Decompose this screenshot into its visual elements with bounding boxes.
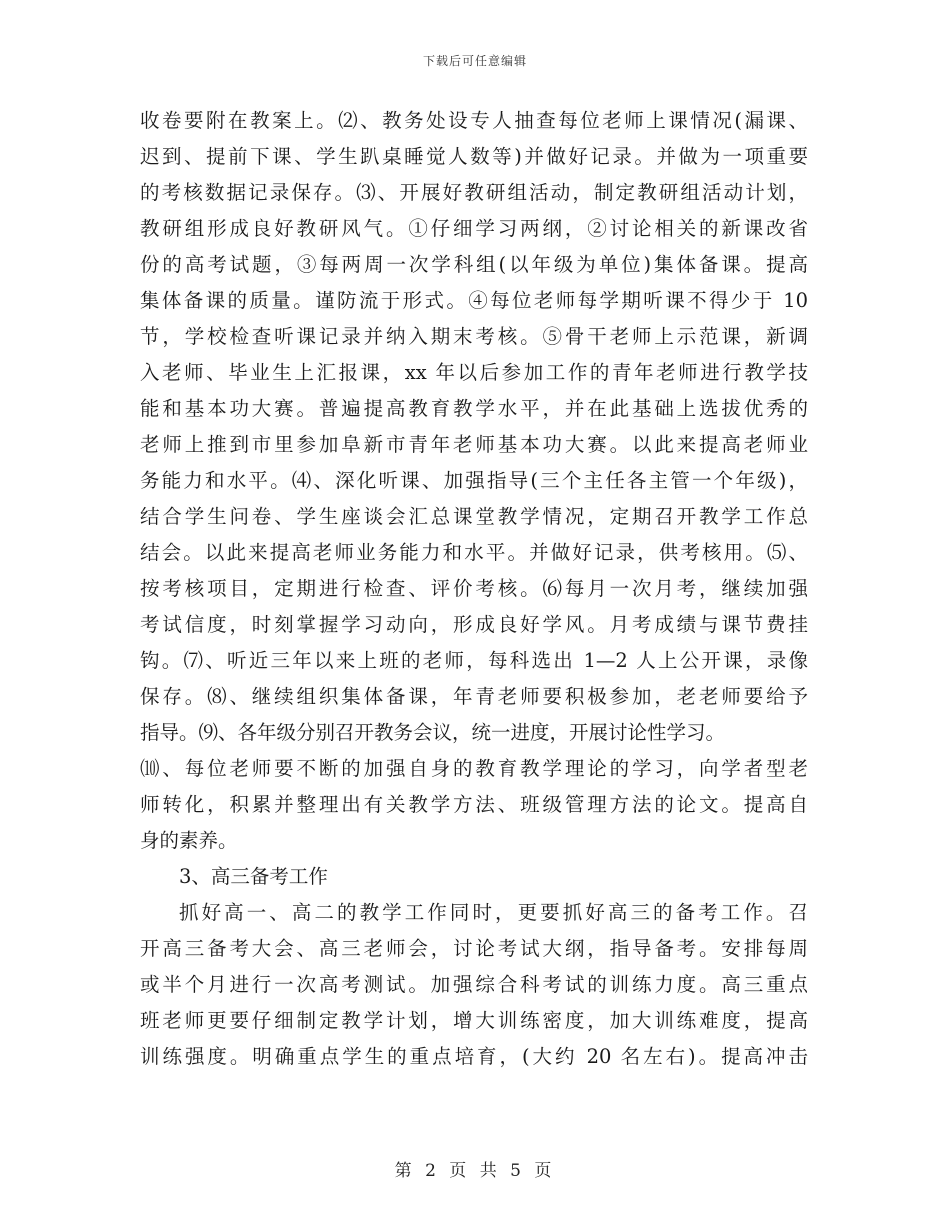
page-footer: 第 2 页 共 5 页	[394, 1161, 556, 1181]
text-line: 入老师、毕业生上汇报课，xx 年以后参加工作的青年老师进行教学技	[140, 361, 808, 384]
text-line: 老师上推到市里参加阜新市青年老师基本功大赛。以此来提高老师业	[140, 433, 808, 456]
text-line: 份的高考试题，③每两周一次学科组(以年级为单位)集体备课。提高	[140, 253, 808, 276]
text-line: 考试信度，时刻掌握学习动向，形成良好学风。月考成绩与课节费挂	[140, 613, 808, 636]
text-line: 抓好高一、高二的教学工作同时，更要抓好高三的备考工作。召	[179, 901, 808, 924]
text-line: 或半个月进行一次高考测试。加强综合科考试的训练力度。高三重点	[140, 973, 808, 996]
text-line: 保存。⑻、继续组织集体备课，年青老师要积极参加，老老师要给予	[140, 685, 808, 708]
text-line: 务能力和水平。⑷、深化听课、加强指导(三个主任各主管一个年级)，	[140, 469, 808, 492]
text-line: 收卷要附在教案上。⑵、教务处设专人抽查每位老师上课情况(漏课、	[140, 109, 808, 132]
text-line: 身的素养。	[140, 829, 238, 852]
text-line: 教研组形成良好教研风气。①仔细学习两纲，②讨论相关的新课改省	[140, 217, 808, 240]
text-line: 结合学生问卷、学生座谈会汇总课堂教学情况，定期召开教学工作总	[140, 505, 808, 528]
text-line: 的考核数据记录保存。⑶、开展好教研组活动，制定教研组活动计划，	[140, 181, 808, 204]
text-line: 班老师更要仔细制定教学计划，增大训练密度，加大训练难度，提高	[140, 1009, 808, 1032]
page-header: 下载后可任意编辑	[422, 54, 527, 68]
text-line: 迟到、提前下课、学生趴桌睡觉人数等)并做好记录。并做为一项重要	[140, 145, 808, 168]
text-line: 节，学校检查听课记录并纳入期末考核。⑤骨干老师上示范课，新调	[140, 325, 808, 348]
text-line: 能和基本功大赛。普遍提高教育教学水平，并在此基础上选拔优秀的	[140, 397, 808, 420]
text-line: 钩。⑺、听近三年以来上班的老师，每科选出 1—2 人上公开课，录像	[140, 649, 808, 672]
text-line: 训练强度。明确重点学生的重点培育，(大约 20 名左右)。提高冲击	[140, 1045, 808, 1068]
document-body	[140, 103, 808, 1075]
text-line: 集体备课的质量。谨防流于形式。④每位老师每学期听课不得少于 10	[140, 289, 808, 312]
section-heading: 3、高三备考工作	[179, 865, 328, 888]
text-line: 按考核项目，定期进行检查、评价考核。⑹每月一次月考，继续加强	[140, 577, 808, 600]
text-line: 师转化，积累并整理出有关教学方法、班级管理方法的论文。提高自	[140, 793, 808, 816]
text-line: 开高三备考大会、高三老师会，讨论考试大纲，指导备考。安排每周	[140, 937, 808, 960]
text-line: 结会。以此来提高老师业务能力和水平。并做好记录，供考核用。⑸、	[140, 541, 808, 564]
text-line: 指导。⑼、各年级分别召开教务会议，统一进度，开展讨论性学习。	[140, 721, 726, 744]
text-line: ⑽、每位老师要不断的加强自身的教育教学理论的学习，向学者型老	[140, 757, 808, 780]
